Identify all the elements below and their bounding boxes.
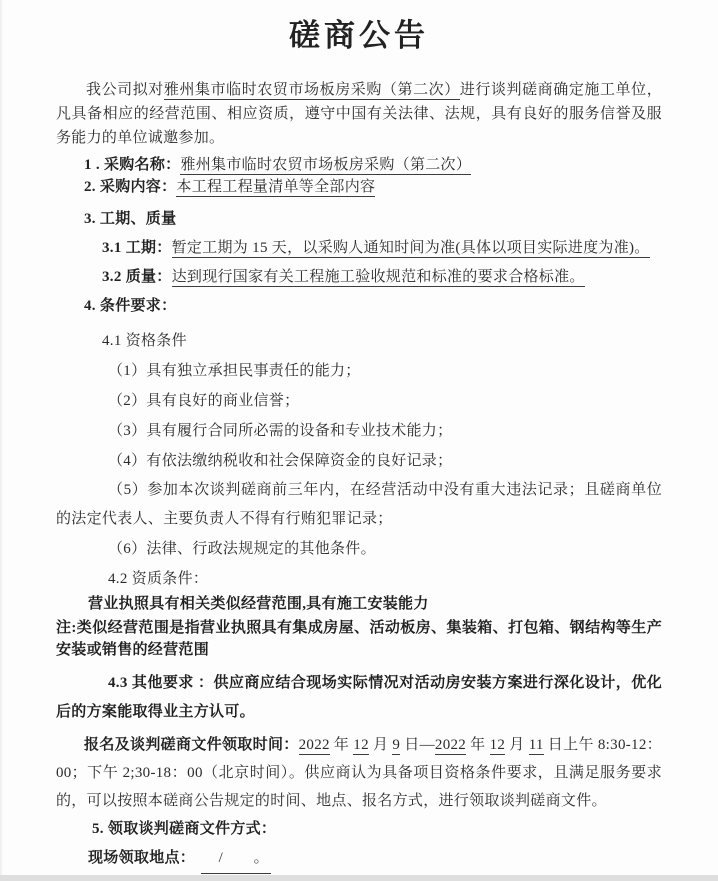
registration-sep-month: 月 [368,737,393,753]
section-3-1-line [102,234,662,263]
section-5-heading: 5. 领取谈判磋商文件方式： [92,821,277,837]
qualification-item-4: （4）有依法缴纳税收和社会保障资金的良好记录； [108,453,453,469]
section-3-2-label: 3.2 质量： [102,269,172,285]
registration-month-1: 12 [353,737,369,753]
intro-project-name-underlined: 雅州集市临时农贸市场板房采购（第二次） [163,82,460,98]
registration-time-tail: 日上午 8:30-12：00；下午 2;30-18：00（北京时间）。供应商认为具备项目资格条件要求，且满足服务要求的，可以按照本磋商公告规定的时间、地点、报名方式，进行领取谈判磋商文件。 [56,737,662,809]
qualification-item-1: （1）具有独立承担民事责任的能力； [108,363,361,379]
intro-paragraph [56,78,662,150]
registration-day-2: 11 [528,737,544,753]
note-paragraph: 注:类似经营范围是指营业执照具有集成房屋、活动板房、集装箱、打包箱、钢结构等生产安装或销售的经营范围 [56,620,662,658]
section-4-heading: 4. 条件要求： [84,298,177,314]
section-4-1-heading: 4.1 资格条件 [102,333,187,349]
purchase-content-label: 2. 采购内容： [84,179,177,195]
qualification-item-2: （2）具有良好的商业信誉； [108,393,300,409]
scan-bottom-edge [0,875,718,881]
qualification-item-6: （6）法律、行政法规规定的其他条件。 [108,541,376,557]
registration-time-label: 报名及谈判磋商文件领取时间： [84,737,299,753]
pickup-location-line [88,844,662,874]
section-3-heading: 3. 工期、质量 [84,211,177,227]
purchase-name-label: 1 . 采购名称： [84,157,181,173]
qualification-item-5: （5）参加本次谈判磋商前三年内，在经营活动中没有重大违法记录；且磋商单位的法定代表人、主要负责人不得有行贿犯罪记录； [56,482,662,527]
registration-day-1: 9 [392,737,401,753]
section-3-1-value: 暂定工期为 15 天，以采购人通知时间为准(具体以项目实际进度为准)。 [171,240,650,256]
pickup-location-blank: / 。 [201,844,271,874]
section-3-1-label: 3.1 工期： [102,240,172,256]
scan-left-edge-shadow [0,0,3,881]
section-3-2-line [102,263,662,292]
section-4-3-paragraph: 4.3 其他要求 ：供应商应结合现场实际情况对活动房安装方案进行深化设计，优化后的方案能取得业主方认可。 [56,675,662,720]
purchase-content-value: 本工程工程量清单等全部内容 [176,179,376,195]
purchase-name-value: 雅州集市临时农贸市场板房采购（第二次） [180,157,472,173]
qualification-item-3: （3）具有履行合同所必需的设备和专业技术能力； [108,423,453,439]
registration-sep-month-2: 月 [505,737,529,753]
pickup-location-label: 现场领取地点： [88,850,196,866]
license-requirement-line: 营业执照具有相关类似经营范围,具有施工安装能力 [88,596,429,612]
document-title: 磋商公告 [289,18,429,53]
registration-time-paragraph [56,731,662,815]
registration-sep-year-2: 年 [466,737,490,753]
registration-year-2: 2022 [434,737,467,753]
section-3-2-value: 达到现行国家有关工程施工验收规范和标准的要求合格标准。 [171,269,585,285]
purchase-content-line [84,176,662,198]
intro-text-pre: 我公司拟对 [86,82,164,98]
registration-sep-year: 年 [329,737,354,753]
intro-text-post: 进行谈判磋商确定施工单位，凡具备相应的经营范围、相应资质，遵守中国有关法律、法规，具有良好的服务信誉及服务能力的单位诚邀参加。 [56,82,662,146]
registration-year-1: 2022 [298,737,330,753]
registration-sep-dash: 日— [400,737,435,753]
purchase-name-line [84,154,662,176]
registration-month-2: 12 [489,737,506,753]
section-4-2-heading: 4.2 资质条件： [108,571,209,587]
